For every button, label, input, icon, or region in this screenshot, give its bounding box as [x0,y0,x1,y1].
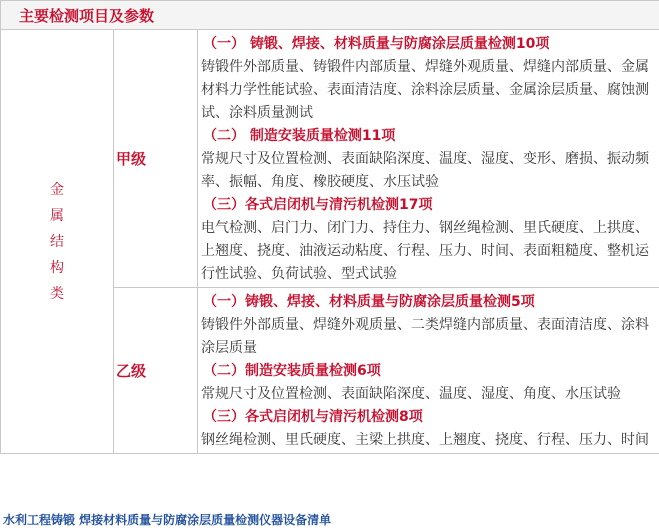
grade-a-content [198,30,659,288]
section-body: 钢丝绳检测、里氏硬度、主梁上拱度、上翘度、挠度、行程、压力、时间 [201,432,649,448]
section-body: 铸锻件外部质量、焊缝外观质量、二类焊缝内部质量、表面清洁度、涂料涂层质量 [201,317,649,356]
section-body: 常规尺寸及位置检测、表面缺陷深度、温度、湿度、变形、磨损、振动频率、振幅、角度、橡胶硬度、水压试验 [201,151,649,190]
section-body: 电气检测、启门力、闭门力、持住力、钢丝绳检测、里氏硬度、上拱度、上翘度、挠度、油液运动粘度、行程、压力、时间、表面粗糙度、整机运行性试验、负荷试验、型式试验 [201,220,649,282]
section-title: （三）各式启闭机与清污机检测8项 [203,409,423,425]
section-title: （一） 铸锻、焊接、材料质量与防腐涂层质量检测10项 [203,36,550,52]
section-title: （二）制造安装质量检测6项 [203,363,381,379]
table-header: 主要检测项目及参数 [1,1,659,30]
table-header-row [1,1,659,30]
grade-b-content [198,288,659,454]
image-caption: 水利工程铸锻 焊接材料质量与防腐涂层质量检测仪器设备清单 [0,512,659,528]
grade-row-a [1,30,659,288]
category-cell [1,30,114,454]
section-body: 常规尺寸及位置检测、表面缺陷深度、温度、湿度、角度、水压试验 [201,386,621,402]
category-label: 金属结构类 [50,181,64,302]
grade-b-cell: 乙级 [114,288,198,454]
grade-a-cell: 甲级 [114,30,198,288]
section-title: （一）铸锻、焊接、材料质量与防腐涂层质量检测5项 [203,294,535,310]
section-body: 铸锻件外部质量、铸锻件内部质量、焊缝外观质量、焊缝内部质量、金属材料力学性能试验、表面清洁度、涂料涂层质量、金属涂层质量、腐蚀测试、涂料质量测试 [201,59,649,121]
section-title: （三）各式启闭机与清污机检测17项 [203,197,433,213]
section-title: （二） 制造安装质量检测11项 [203,128,396,144]
